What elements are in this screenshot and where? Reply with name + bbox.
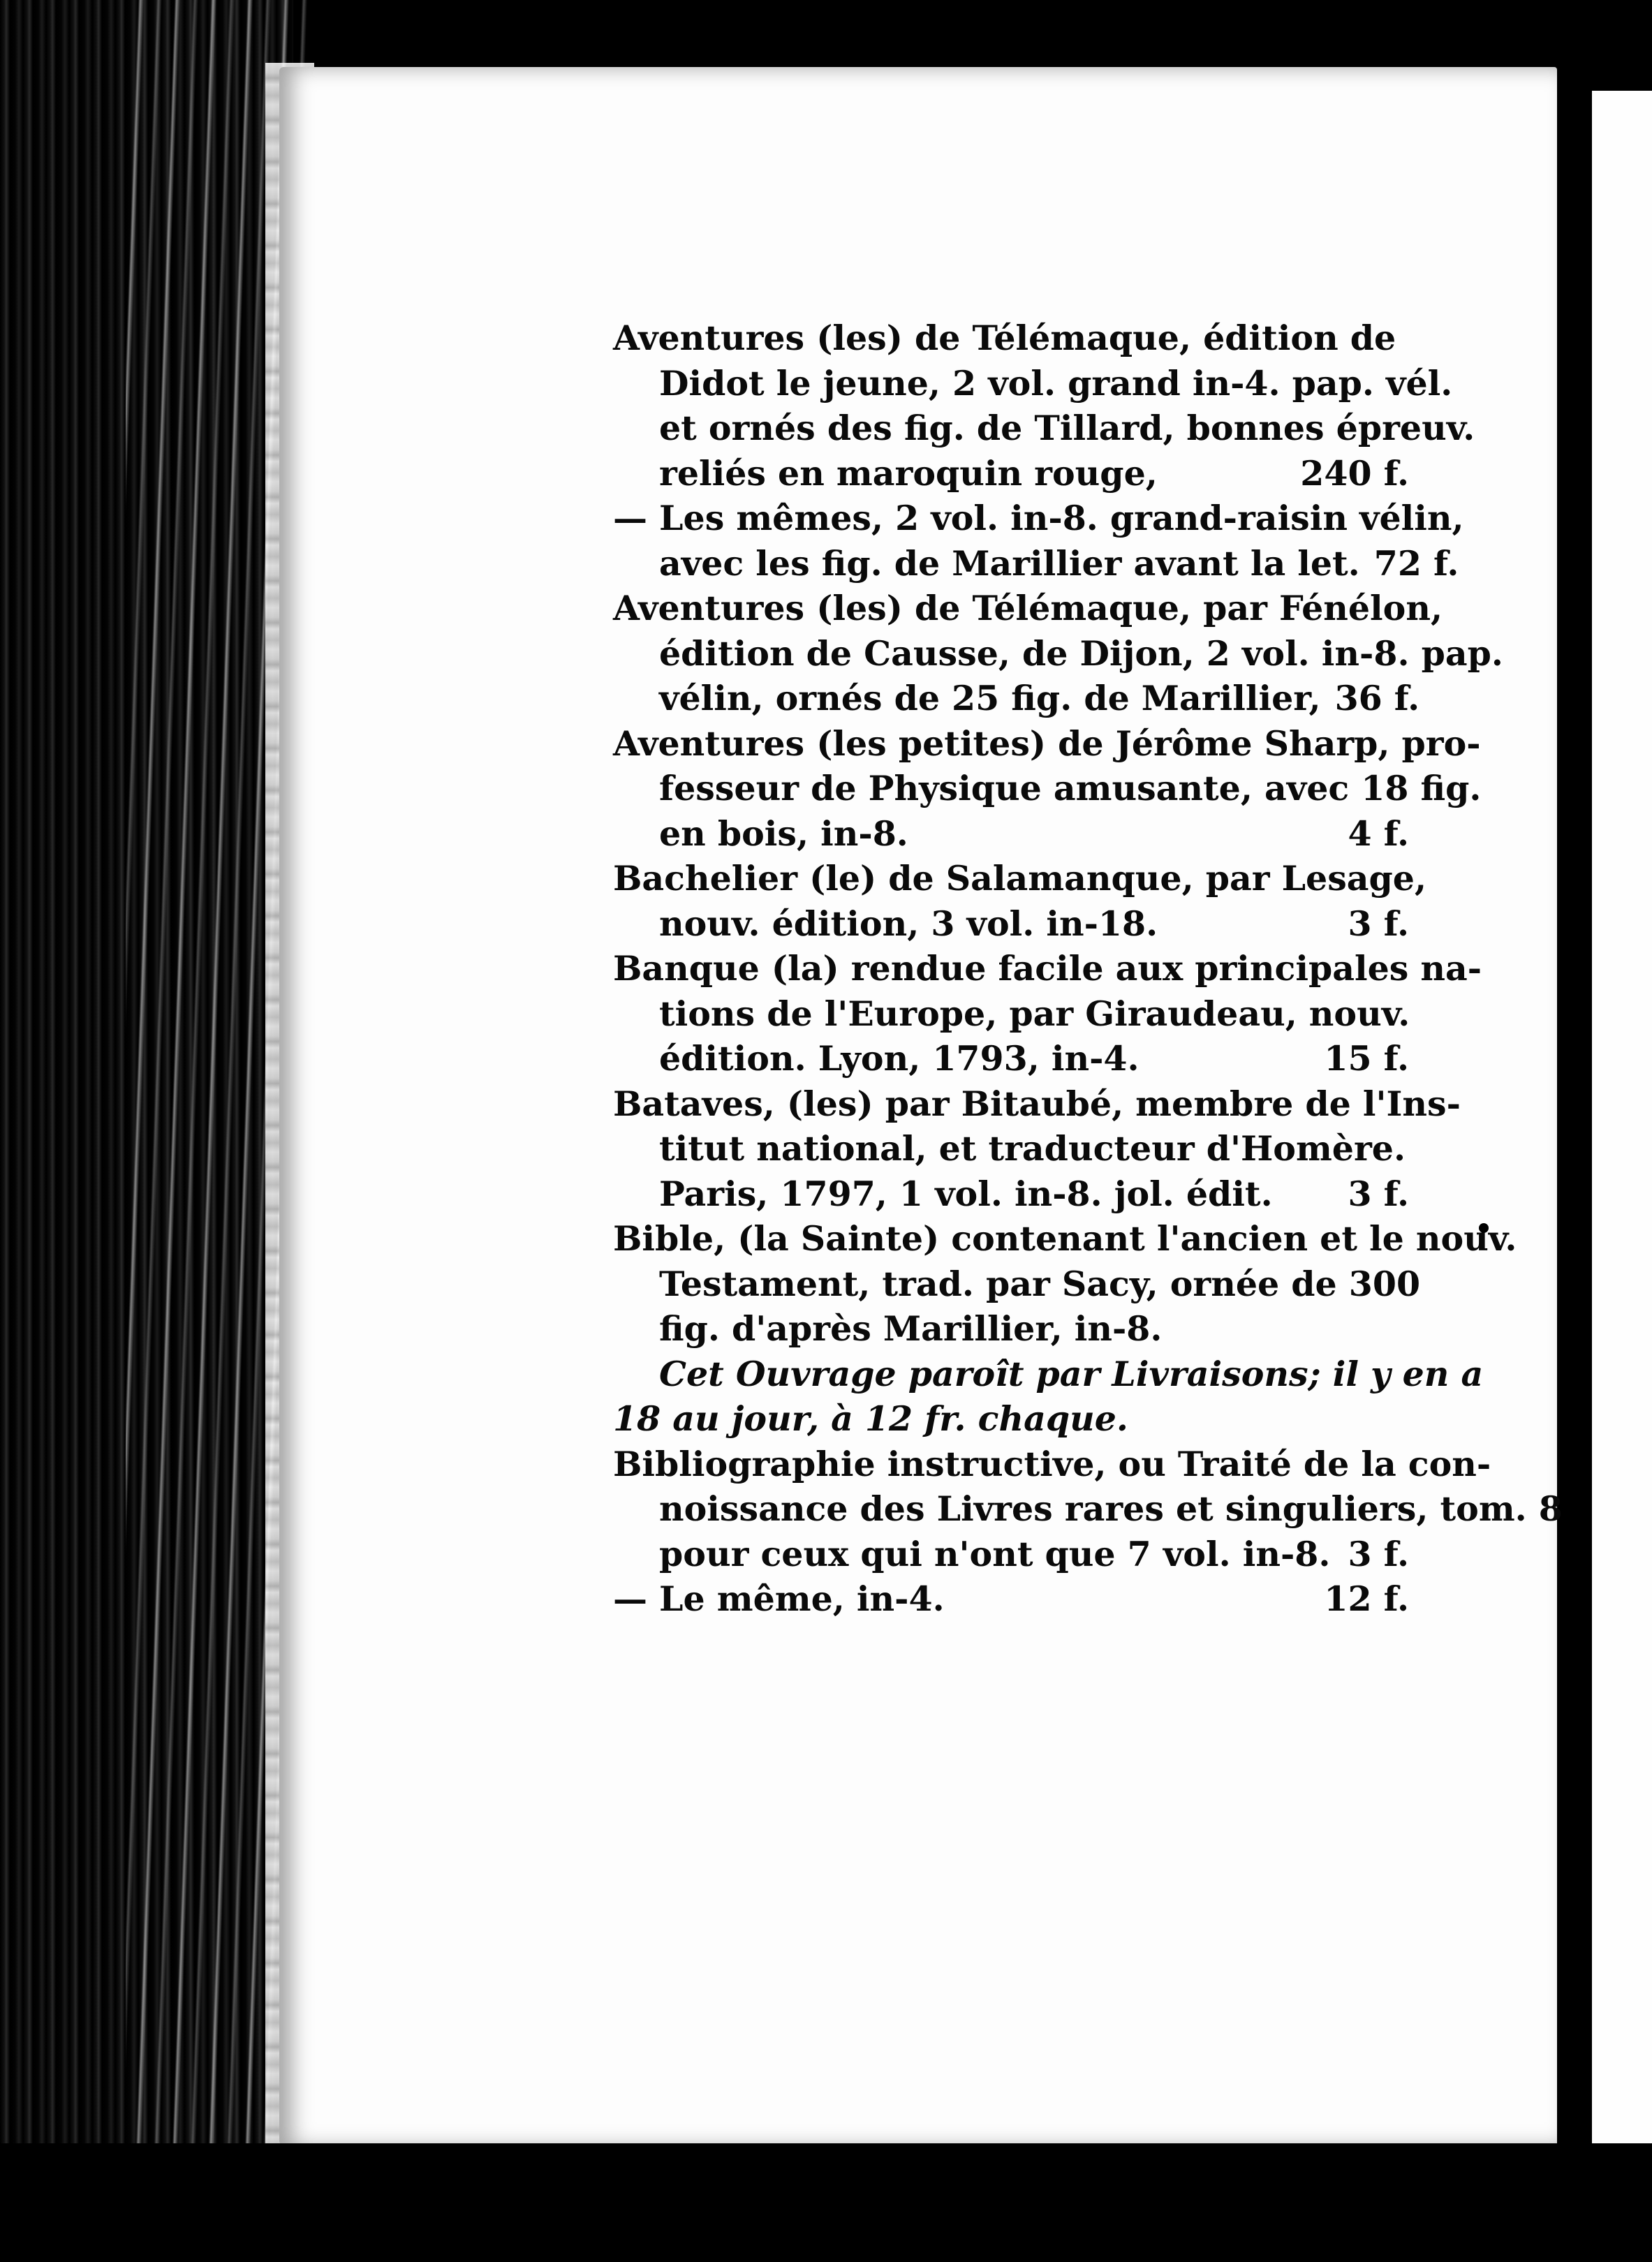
entry-text: Banque (la) rendue facile aux principales na- — [613, 948, 1482, 989]
entry-text: Bible, (la Sainte) contenant l'ancien et le nouv. — [613, 1218, 1517, 1259]
entry-text: et ornés des fig. de Tillard, bonnes épreuv. — [659, 408, 1475, 448]
entry-text: avec les fig. de Marillier avant la let. — [659, 542, 1360, 584]
entry-continuation-line — [613, 901, 1409, 947]
entry-price: 15 f. — [1324, 1038, 1409, 1079]
entry-text: Aventures (les) de Télémaque, édition de — [613, 318, 1396, 358]
entry-text: Didot le jeune, 2 vol. grand in-4. pap. vél. — [659, 362, 1453, 404]
entry-heading-line — [613, 856, 1427, 901]
entry-heading-line — [613, 586, 1443, 631]
entry-text: édition de Causse, de Dijon, 2 vol. in-8. pap. — [659, 633, 1503, 674]
catalog-entry — [613, 586, 1503, 721]
entry-continuation-line — [613, 1486, 1563, 1532]
note-line: Cet Ouvrage paroît par Livraisons; il y en a — [659, 1353, 1484, 1394]
entry-text: titut national, et traducteur d'Homère. — [659, 1128, 1406, 1169]
entry-continuation-line — [613, 676, 1420, 721]
scan-bottom-margin — [0, 2143, 1652, 2262]
catalog-entries — [613, 316, 1563, 1622]
entry-text: fig. d'après Marillier, in-8. — [659, 1308, 1163, 1349]
catalog-entry — [613, 721, 1482, 857]
catalog-entry — [613, 1081, 1461, 1217]
entry-text: nouv. édition, 3 vol. in-18. — [659, 903, 1158, 944]
entry-continuation-line — [613, 1126, 1409, 1171]
entry-price: 4 f. — [1348, 813, 1409, 854]
entry-price: 72 f. — [1373, 542, 1459, 584]
entry-price: 3 f. — [1348, 1173, 1409, 1214]
entry-continuation-line — [613, 811, 1409, 857]
entry-continuation-line — [613, 1262, 1421, 1307]
entry-continuation-line — [613, 451, 1409, 496]
entry-text: en bois, in-8. — [659, 813, 908, 854]
entry-text: fesseur de Physique amusante, avec 18 fig. — [659, 768, 1482, 808]
entry-text: Aventures (les petites) de Jérôme Sharp, pro- — [613, 723, 1481, 764]
entry-text: Paris, 1797, 1 vol. in-8. jol. édit. — [659, 1173, 1273, 1214]
entry-continuation-line — [613, 1036, 1409, 1081]
entry-text: Bataves, (les) par Bitaubé, membre de l'Ins- — [613, 1083, 1461, 1124]
entry-text: noissance des Livres rares et singuliers, tom. 8 — [659, 1488, 1563, 1529]
entry-continuation-line — [613, 1306, 1409, 1352]
catalog-entry — [613, 496, 1464, 586]
entry-continuation-line — [613, 361, 1453, 406]
entry-price: 3 f. — [1348, 903, 1409, 944]
adjacent-page-edge — [1579, 91, 1652, 2143]
entry-continuation-line — [613, 766, 1482, 811]
entry-text: — Le même, in-4. — [613, 1579, 945, 1619]
entry-continuation-line — [613, 1171, 1409, 1217]
entry-text: tions de l'Europe, par Giraudeau, nouv. — [659, 993, 1410, 1034]
catalog-entry — [613, 1576, 1409, 1622]
entry-heading-line — [613, 1442, 1491, 1487]
entry-heading-line — [613, 1081, 1461, 1127]
entry-heading-line — [613, 1576, 1409, 1622]
entry-continuation-line — [613, 631, 1503, 677]
entry-heading-line — [613, 316, 1409, 361]
entry-note — [613, 1352, 1484, 1442]
entry-text: pour ceux qui n'ont que 7 vol. in-8. — [659, 1533, 1331, 1574]
entry-price: 3 f. — [1348, 1533, 1409, 1574]
entry-heading-line — [613, 946, 1482, 991]
entry-heading-line — [613, 496, 1464, 541]
entry-continuation-line — [613, 1532, 1409, 1577]
entry-text: — Les mêmes, 2 vol. in-8. grand-raisin vélin, — [613, 498, 1464, 538]
catalog-entry — [613, 856, 1427, 946]
entry-heading-line — [613, 721, 1481, 767]
catalog-entry — [613, 1216, 1517, 1442]
entry-continuation-line — [613, 541, 1459, 586]
entry-heading-line — [613, 1216, 1517, 1262]
entry-text: Bachelier (le) de Salamanque, par Lesage, — [613, 858, 1427, 899]
entry-price: 240 f. — [1300, 452, 1409, 494]
entry-text: vélin, ornés de 25 fig. de Marillier, — [659, 678, 1321, 718]
catalog-entry — [613, 946, 1482, 1081]
entry-text: Bibliographie instructive, ou Traité de la con- — [613, 1443, 1491, 1484]
note-line: 18 au jour, à 12 fr. chaque. — [613, 1398, 1128, 1439]
catalog-entry — [613, 1442, 1563, 1577]
entry-continuation-line — [613, 991, 1409, 1037]
entry-text: Testament, trad. par Sacy, ornée de 300 — [659, 1263, 1421, 1304]
entry-text: Aventures (les) de Télémaque, par Fénélon, — [613, 588, 1443, 628]
entry-continuation-line — [613, 406, 1475, 451]
entry-price: 12 f. — [1324, 1579, 1409, 1619]
entry-text: édition. Lyon, 1793, in-4. — [659, 1038, 1140, 1079]
catalog-entry — [613, 316, 1475, 496]
entry-text: reliés en maroquin rouge, — [659, 452, 1158, 494]
entry-price: 36 f. — [1334, 678, 1420, 718]
